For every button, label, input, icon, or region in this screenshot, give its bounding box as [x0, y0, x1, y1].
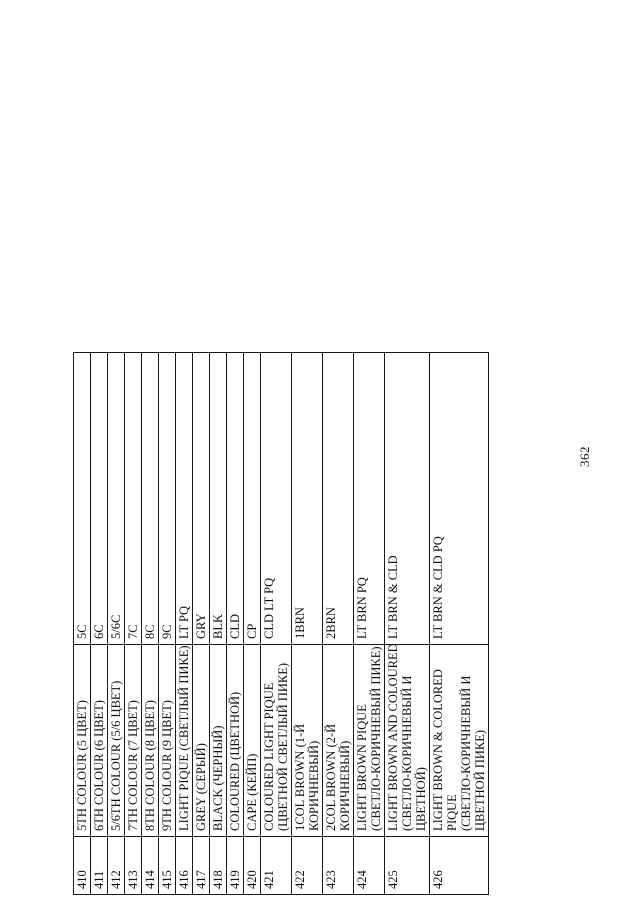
- table-row: [91, 353, 108, 895]
- row-number-cell: 412: [108, 837, 125, 895]
- row-number-cell: 420: [244, 837, 261, 895]
- colour-name-line: 8TH COLOUR (8 ЦВЕТ): [143, 700, 157, 831]
- row-number-cell: 421: [261, 837, 292, 895]
- row-number-cell: 425: [385, 837, 430, 895]
- colour-name-line: LIGHT BROWN & COLORED: [431, 669, 445, 831]
- colour-name-cell: [244, 645, 261, 837]
- colour-code-cell: CLD LT PQ: [261, 353, 292, 645]
- colour-code-cell: LT BRN PQ: [354, 353, 385, 645]
- colour-name-line: 5/6TH COLOUR (5/6 ЦВЕТ): [109, 680, 123, 831]
- colour-name-cell: [210, 645, 227, 837]
- row-number-cell: 415: [159, 837, 176, 895]
- table-row: [193, 353, 210, 895]
- table-row: [108, 353, 125, 895]
- row-number-cell: 418: [210, 837, 227, 895]
- colour-name-line: (ЦВЕТНОЙ СВЕТЛЫЙ ПИКЕ): [276, 662, 290, 831]
- row-number-cell: 414: [142, 837, 159, 895]
- colour-name-cell: [142, 645, 159, 837]
- row-number-cell: 422: [292, 837, 323, 895]
- colour-name-cell: [176, 645, 193, 837]
- row-number-cell: 413: [125, 837, 142, 895]
- colour-name-line: ЦВЕТНОЙ): [414, 767, 428, 831]
- colour-name-line: PIQUE: [445, 794, 459, 831]
- colour-name-line: CAPE (КЕЙП): [245, 753, 259, 831]
- colour-name-line: 2COL BROWN (2-Й: [324, 723, 338, 831]
- colour-name-cell: [292, 645, 323, 837]
- colour-code-cell: LT PQ: [176, 353, 193, 645]
- colour-name-line: LIGHT BROWN PIQUE: [355, 704, 369, 831]
- colour-name-cell: [74, 645, 91, 837]
- colour-name-line: LIGHT PIQUE (СВЕТЛЫЙ ПИКЕ): [177, 645, 191, 831]
- page-number: 362: [577, 446, 592, 467]
- colour-name-line: 9TH COLOUR (9 ЦВЕТ): [160, 700, 174, 831]
- colour-name-line: 5TH COLOUR (5 ЦВЕТ): [75, 700, 89, 831]
- row-number-cell: 411: [91, 837, 108, 895]
- table-row: [354, 353, 385, 895]
- colour-name-line: ЦВЕТНОЙ ПИКЕ): [473, 729, 487, 831]
- colour-name-cell: [193, 645, 210, 837]
- table-row: [159, 353, 176, 895]
- colour-code-cell: 5C: [74, 353, 91, 645]
- colour-code-cell: CP: [244, 353, 261, 645]
- colour-code-cell: 7C: [125, 353, 142, 645]
- colour-name-line: GREY (СЕРЫЙ): [194, 743, 208, 831]
- colour-code-cell: 2BRN: [323, 353, 354, 645]
- colour-code-cell: 1BRN: [292, 353, 323, 645]
- table-row: [385, 353, 430, 895]
- table-row: [244, 353, 261, 895]
- row-number-cell: 410: [74, 837, 91, 895]
- table-row: [125, 353, 142, 895]
- colour-name-cell: [125, 645, 142, 837]
- table-row: [210, 353, 227, 895]
- colour-name-cell: [159, 645, 176, 837]
- colour-name-line: 6TH COLOUR (6 ЦВЕТ): [92, 700, 106, 831]
- codes-table-body: [74, 353, 489, 895]
- colour-name-line: LIGHT BROWN AND COLOURED: [386, 643, 400, 831]
- colour-name-cell: [261, 645, 292, 837]
- colour-name-line: COLOURED (ЦВЕТНОЙ): [228, 691, 242, 831]
- table-row: [142, 353, 159, 895]
- colour-name-cell: [354, 645, 385, 837]
- table-row: [74, 353, 91, 895]
- table-row: [292, 353, 323, 895]
- colour-code-cell: 8C: [142, 353, 159, 645]
- row-number-cell: 426: [430, 837, 489, 895]
- colour-code-cell: LT BRN & CLD: [385, 353, 430, 645]
- table-row: [261, 353, 292, 895]
- colour-code-cell: CLD: [227, 353, 244, 645]
- codes-table: [73, 352, 489, 895]
- colour-name-line: (СВЕТЛО-КОРИЧНЕВЫЙ И: [459, 675, 473, 831]
- row-number-cell: 416: [176, 837, 193, 895]
- colour-name-cell: [385, 645, 430, 837]
- colour-code-cell: GRY: [193, 353, 210, 645]
- colour-code-cell: 5/6C: [108, 353, 125, 645]
- colour-code-cell: LT BRN & CLD PQ: [430, 353, 489, 645]
- colour-name-line: КОРИЧНЕВЫЙ): [338, 740, 352, 831]
- colour-name-line: 1COL BROWN (1-Й: [293, 723, 307, 831]
- colour-name-line: BLACK (ЧЕРНЫЙ): [211, 725, 225, 831]
- colour-name-cell: [430, 645, 489, 837]
- colour-code-cell: 9C: [159, 353, 176, 645]
- row-number-cell: 419: [227, 837, 244, 895]
- colour-name-line: (СВЕТЛО-КОРИЧНЕВЫЙ И: [400, 675, 414, 831]
- colour-code-cell: BLK: [210, 353, 227, 645]
- row-number-cell: 423: [323, 837, 354, 895]
- colour-name-cell: [227, 645, 244, 837]
- table-row: [176, 353, 193, 895]
- colour-name-line: КОРИЧНЕВЫЙ): [307, 740, 321, 831]
- colour-name-line: COLOURED LIGHT PIQUE: [262, 682, 276, 831]
- row-number-cell: 417: [193, 837, 210, 895]
- colour-code-cell: 6C: [91, 353, 108, 645]
- row-number-cell: 424: [354, 837, 385, 895]
- table-row: [323, 353, 354, 895]
- colour-name-cell: [323, 645, 354, 837]
- colour-name-cell: [91, 645, 108, 837]
- colour-name-cell: [108, 645, 125, 837]
- colour-name-line: (СВЕТЛО-КОРИЧНЕВЫЙ ПИКЕ): [369, 646, 383, 831]
- colour-name-line: 7TH COLOUR (7 ЦВЕТ): [126, 700, 140, 831]
- table-row: [227, 353, 244, 895]
- table-row: [430, 353, 489, 895]
